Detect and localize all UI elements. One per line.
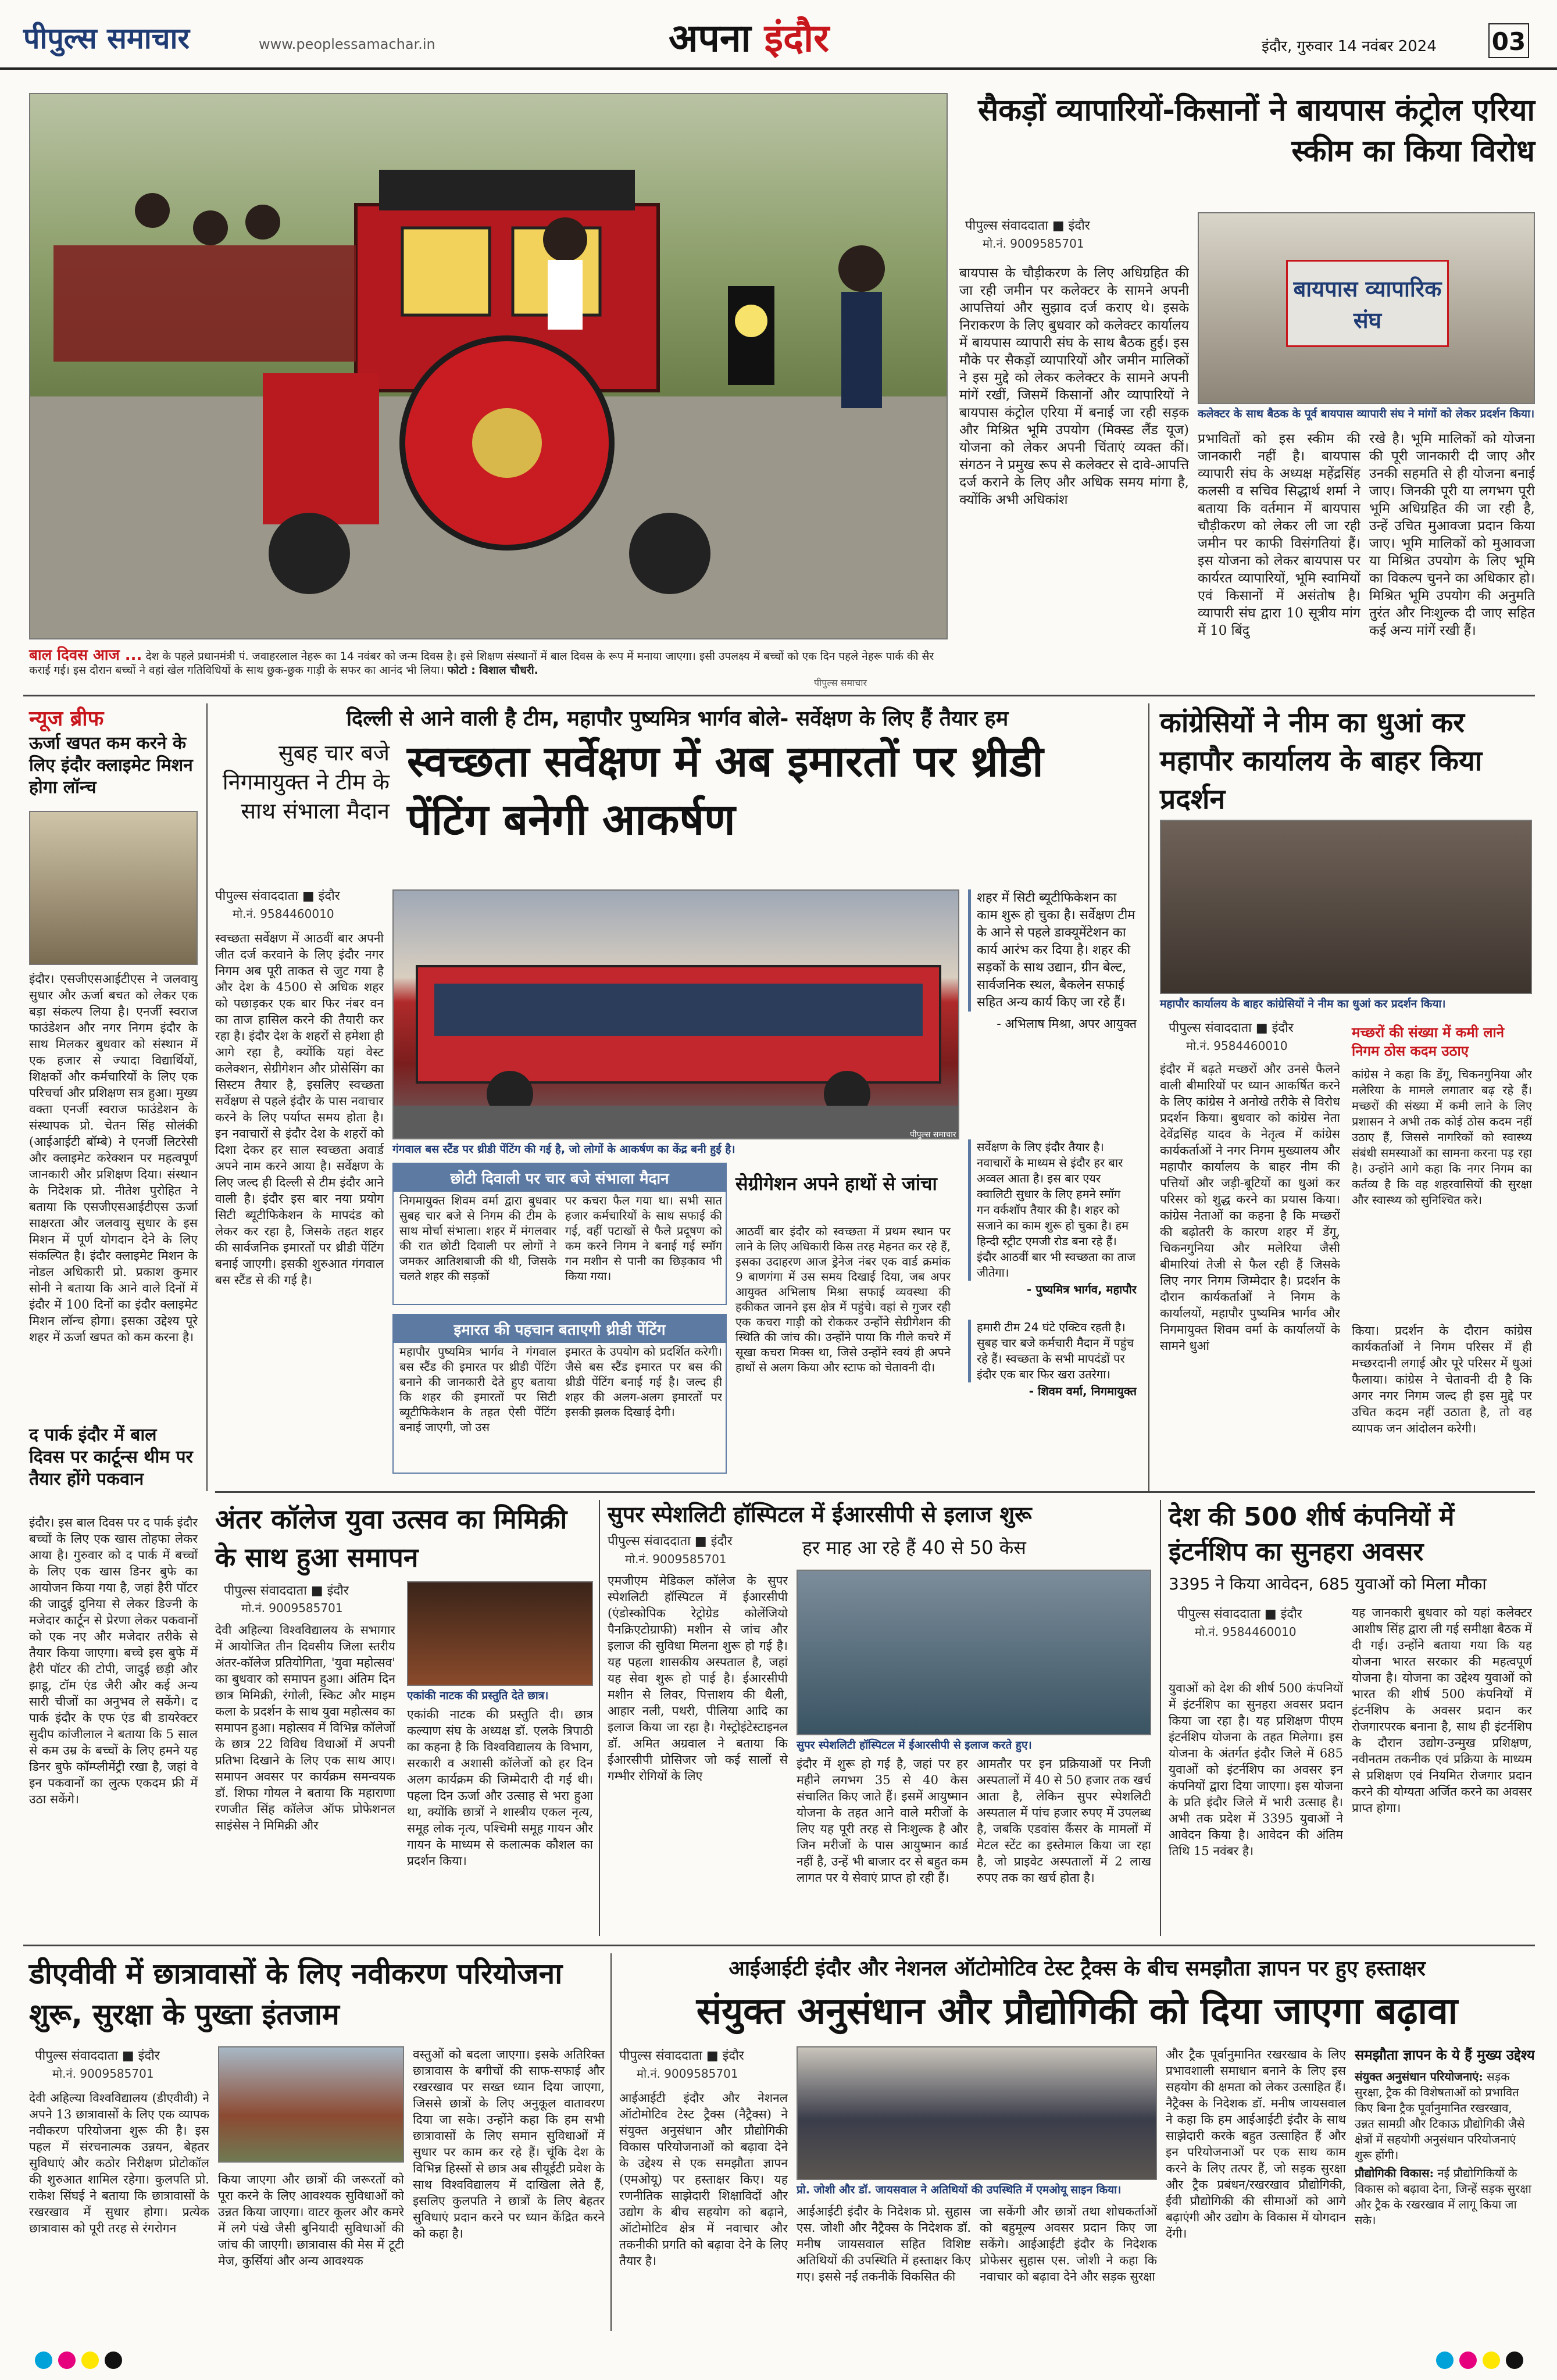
ercp-col3: आमतौर पर इन प्रक्रियाओं पर निजी अस्पतालों में 40 से 50 हजार तक खर्च आता है, लेकिन सुपर स्पेशलिटी अस्पताल में पांच हजार रुपए में उपलब्ध है, जबकि एडवांस कैंसर के मामलों में मेटल स्टेंट का इस्तेमाल किया जा रहा है, जो प्राइवेट अस्पतालों में 2 लाख रुपए तक का खर्च होता है। — [977, 1757, 1151, 1885]
bypass-banner: बायपास व्यापारिक संघ — [1286, 260, 1449, 347]
internship-col1: युवाओं को देश की शीर्ष 500 कंपनियों में इंटर्नशिप का सुनहरा अवसर प्रदान किया जा रहा है। यह प्रशिक्षण पीएम इंटर्नशिप योजना के तहत मिलेगा। इस योजना के अंतर्गत इंदौर जिले में 685 युवाओं को इंटर्नशिप का अवसर इन कंपनियों द्वारा दिया जाएगा। इस योजना के प्रति इंदौर जिले में भारी उत्साह है। अभी तक प्रदेश में 3395 युवाओं ने आवेदन किया है। आवेदन की अंतिम तिथि 15 नवंबर है। — [1169, 1681, 1343, 1858]
iit-sidebar-head: समझौता ज्ञापन के ये हैं मुख्य उद्देश्य — [1355, 2047, 1535, 2063]
quote3 — [968, 1320, 1137, 1471]
iit-sidebar-point1-label: संयुक्त अनुसंधान परियोजनाएं: — [1355, 2070, 1483, 2084]
divider — [610, 1953, 612, 2331]
ercp-col2: इंदौर में शुरू हो गई है, जहां पर हर महीने लगभग 35 से 40 केस संचालित किए जाते हैं। इसमें आयुष्मान योजना के तहत आने वाले मरीजों के लिए यह पूरी तरह से निःशुल्क है और जिन मरीजों के पास आयुष्मान कार्ड नहीं है, उन्हें भी बाजार दर से बहुत कम लागत पर ये सेवाएं प्राप्त हो रही हैं। — [797, 1757, 968, 1885]
davv-photo — [218, 2046, 404, 2163]
quote2-text: सर्वेक्षण के लिए इंदौर तैयार है। नवाचारों के माध्यम से इंदौर हर बार अव्वल आता है। इस बार एयर क्वालिटी सुधार के लिए हमने स्मॉग गन वर्कशॉप तैयार की है। शहर को सजाने का काम शुरू हो चुका है। हम हिन्दी स्ट्रीट एमजी रोड बना रहे हैं। इंदौर आठवीं बार भी स्वच्छता का ताज जीतेगा। — [968, 1139, 1137, 1281]
college-photo-caption: एकांकी नाटक की प्रस्तुति देते छात्र। — [407, 1689, 549, 1702]
college-headline: अंतर कॉलेज युवा उत्सव का मिमिक्री के साथ हुआ समापन — [215, 1503, 567, 1573]
college-mobile: मो.नं. 9009585701 — [241, 1601, 343, 1615]
internship-byline: पीपुल्स संवाददाता ■ इंदौर — [1177, 1607, 1302, 1621]
davv-col2: किया जाएगा और छात्रों की जरूरतों को पूरा करने के लिए आवश्यक सुविधाओं को उन्नत किया जाएगा। वाटर कूलर और कमरे में लगे पंखे जैसी बुनियादी सुविधाओं की जांच की जाएगी। छात्रावास की मेस में टूटी मेज, कुर्सियां और अन्य आवश्यक — [218, 2172, 404, 2268]
bypass-mobile: मो.नं. 9009585701 — [983, 237, 1084, 251]
iit-sidebar-point1-text: सड़क सुरक्षा, ट्रैक की विशेषताओं को प्रभावित किए बिना ट्रैक पूर्वानुमानित रखरखाव, उन्नत सामग्री और टिकाऊ प्रौद्योगिकी जैसे क्षेत्रों में सहयोगी अनुसंधान परियोजनाएं शुरू होंगी। — [1355, 2070, 1525, 2162]
college-byline: पीपुल्स संवाददाता ■ इंदौर — [224, 1584, 349, 1598]
bypass-headline: सैकड़ों व्यापारियों-किसानों ने बायपास कंट्रोल एरिया स्कीम का किया विरोध — [978, 93, 1535, 169]
davv-col3: वस्तुओं को बदला जाएगा। इसके अतिरिक्त छात्रावास के बगीचों की साफ-सफाई और रखरखाव पर सख्त ध्यान दिया जाएगा, जिससे छात्रों के लिए अनुकूल वातावरण दिया जा सके। उन्होंने कहा कि हम सभी छात्रावासों के लिए समान सुविधाओं में सुधार पर काम कर रहे हैं। चूंकि देश के विभिन्न हिस्सों से छात्र अब सीयूईटी प्रवेश के साथ विश्वविद्यालय में दाखिला लेते हैं, इसलिए कुलपति ने छात्रों के लिए बेहतर सुविधाएं प्रदान करने पर ध्यान केंद्रित करने को कहा है। — [413, 2047, 605, 2240]
brief1-headline: ऊर्जा खपत कम करने के लिए इंदौर क्लाइमेट मिशन होगा लॉन्च — [29, 733, 193, 798]
congress-side-body: कांग्रेस ने कहा कि डेंगू, चिकनगुनिया और मलेरिया के मामले लगातार बढ़ रहे हैं। मच्छरों की संख्या में कमी लाने के लिए प्रशासन ने अभी तक कोई ठोस कदम नहीं उठाए हैं, जिससे नागरिकों को स्वास्थ्य संबंधी समस्याओं का सामना करना पड़ रहा है। उन्होंने आगे कहा कि नगर निगम का कर्तव्य है कि वह शहरवासियों की सुरक्षा और स्वास्थ्य को सुनिश्चित करे। — [1352, 1067, 1532, 1207]
seg-head: सेग्रीगेशन अपने हाथों से जांचा — [735, 1173, 937, 1195]
iit-col4: और ट्रैक पूर्वानुमानित रखरखाव के लिए प्रभावशाली समाधान बनाने के लिए इस सहयोग की क्षमता को लेकर उत्साहित हैं। नैट्रैक्स के निदेशक डॉ. मनीष जायसवाल ने कहा कि हम आईआईटी इंदौर के साथ साझेदारी करके बहुत उत्साहित हैं और इन परियोजनाओं पर एक साथ काम करने के लिए तत्पर हैं, जो सड़क सुरक्षा और ट्रैक प्रबंधन/रखरखाव प्रौद्योगिकी, ईवी प्रौद्योगिकी की सीमाओं को आगे बढ़ाएंगी और उद्योग के विकास में योगदान देंगी। — [1166, 2047, 1346, 2240]
iit-kicker: आईआईटी इंदौर और नेशनल ऑटोमोटिव टेस्ट ट्रैक्स के बीच समझौता ज्ञापन पर हुए हस्ताक्षर — [728, 1957, 1426, 1981]
registration-mark — [1506, 2352, 1523, 2369]
davv-col1: देवी अहिल्या विश्वविद्यालय (डीएवीवी) ने अपने 13 छात्रावासों के लिए एक व्यापक नवीकरण परियोजना शुरू की है। इस पहल में संरचनात्मक उन्नयन, बेहतर सुविधाएं और कठोर निरीक्षण प्रोटोकॉल की शुरुआत शामिल रहेगा। कुलपति प्रो. राकेश सिंघई ने बताया कि छात्रावासों के रखरखाव में सुधार होगा। प्रत्येक छात्रावास को पूरी तरह से रंगरोगन — [29, 2091, 209, 2235]
section-title: अपना इंदौर — [669, 16, 830, 60]
divider — [215, 1491, 1535, 1493]
divider — [23, 695, 1535, 696]
registration-mark — [105, 2352, 122, 2369]
box2-col2: इमारत के उपयोग को प्रदर्शित करेगी। जैसे बस स्टैंड इमारत पर बस की थ्रीडी पेंटिंग बनाई गई है। जल्द ही शहर की अलग-अलग इमारतों पर इसकी झलक दिखाई देगी। — [565, 1345, 722, 1419]
bus-photo-credit: पीपुल्स समाचार — [910, 1130, 956, 1139]
box1-col1: निगमायुक्त शिवम वर्मा द्वारा बुधवार सुबह चार बजे से निगम की टीम के साथ मोर्चा संभाला। शहर में मंगलवार की रात छोटी दिवाली पर लोगों ने जमकर आतिशबाजी की थी, जिसके चलते शहर की सड़कों — [399, 1193, 556, 1283]
box2-col1: महापौर पुष्यमित्र भार्गव ने गंगवाल बस स्टैंड की इमारत पर थ्रीडी पेंटिंग बनाने की जानकारी देते हुए बताया कि शहर की इमारतों पर सिटी ब्यूटीफिकेशन के तहत ऐसी पेंटिंग बनाई जाएगी, जो उस — [399, 1345, 556, 1434]
divider — [23, 1945, 1535, 1946]
quote2-by: - पुष्यमित्र भार्गव, महापौर — [1026, 1282, 1137, 1296]
top-photo-caption: बाल दिवस आज ... देश के पहले प्रधानमंत्री पं. जवाहरलाल नेहरू का 14 नवंबर को जन्म दिवस है। इसे शिक्षण संस्थानों में बाल दिवस के रूप में मनाया जाएगा। इसी उपलक्ष्य में बच्चों को एक दिन पहले नेहरू पार्क की सैर कराई गई। इस दौरान बच्चों ने वहां खेल गतिविधियों के साथ छुक-छुक गाड़ी के सफर का आनंद भी लिया। फोटो : विशाल चौधरी. — [29, 646, 934, 677]
iit-headline: संयुक्त अनुसंधान और प्रौद्योगिकी को दिया जाएगा बढ़ावा — [696, 1990, 1458, 2033]
box2 — [392, 1314, 727, 1474]
iit-sidebar-point1 — [1355, 2069, 1535, 2163]
registration-mark — [1459, 2352, 1477, 2369]
news-brief-label: न्यूज ब्रीफ — [29, 707, 104, 731]
iit-photo — [797, 2046, 1157, 2180]
internship-subhead: 3395 ने किया आवेदन, 685 युवाओं को मिला मौका — [1169, 1574, 1487, 1593]
bus-stand-photo — [392, 889, 959, 1139]
divider — [599, 1500, 600, 1936]
swachhata-mobile: मो.नं. 9584460010 — [233, 907, 334, 921]
bypass-photo-caption: कलेक्टर के साथ बैठक के पूर्व बायपास व्यापारी संघ ने मांगों को लेकर प्रदर्शन किया। — [1198, 408, 1535, 420]
divider — [1160, 1500, 1161, 1936]
brief2-body: इंदौर। इस बाल दिवस पर द पार्क इंदौर बच्चों के लिए एक खास तोहफा लेकर आया है। गुरुवार को द पार्क में बच्चों के लिए एक खास डिनर बुफे का आयोजन किया गया है, जहां हैरी पॉटर की जादुई दुनिया से लेकर डिज्नी के मजेदार कार्टून से प्रेरणा लेकर पकवानों को एक नए और मजेदार तरीके से तैयार किया जाएगा। बच्चे इस बुफे में हैरी पॉटर की टोपी, जादुई छड़ी और झाडू, टॉम एंड जैरी और कई अन्य सारी चीजों का अनुभव ले सकेंगे। द पार्क इंदौर के एफ एंड बी डायरेक्टर सुदीप कांजीलाल ने बताया कि 5 साल से कम उम्र के बच्चों के लिए हमने यह डिनर बुफे कॉम्प्लीमेंट्री रखा है, जहां वे इन पकवानों का लुत्फ एकदम फ्री में उठा सकेंगे। — [29, 1516, 198, 1806]
registration-mark — [81, 2352, 99, 2369]
photo-watermark: पीपुल्स समाचार — [814, 677, 867, 688]
box1 — [392, 1163, 727, 1305]
box1-col2: पर कचरा फैल गया था। सभी सात हजार कर्मचारियों के साथ सफाई की गई, वहीं पटाखों से फैले प्रदूषण को कम करने निगम ने बनाई गई स्मॉग गन मशीन से पानी का छिड़काव भी किया गया। — [565, 1193, 722, 1283]
swachhata-col1: स्वच्छता सर्वेक्षण में आठवीं बार अपनी जीत दर्ज करवाने के लिए इंदौर नगर निगम अब पूरी ताकत से जुट गया है और देश के 4500 से अधिक शहर को पछाड़कर एक बार फिर नंबर वन का ताज हासिल करने की तैयारी कर रहा है। इंदौर देश के शहरों से हमेशा ही आगे रहा है, क्योंकि यहां वेस्ट कलेक्शन, सेग्रीगेशन और प्रोसेसिंग का सिस्टम तैयार है, इसलिए स्वच्छता सर्वेक्षण से पहले इंदौर के पास नवाचार करने के लिए पर्याप्त समय होता है। इन नवाचारों से इंदौर देश के शहरों को दिशा देकर हर साल स्वच्छता अवार्ड अपने नाम करने आया है। सर्वेक्षण के लिए जल्द ही दिल्ली से टीम इंदौर आने वाली है। इंदौर इस बार नया प्रयोग सिटी ब्यूटीफिकेशन के मापदंड को लेकर कर रहा है, जिसके तहत शहर की सार्वजनिक इमारतों पर थ्रीडी पेंटिंग बनाई जाएगी। इसकी शुरुआत गंगवाल बस स्टैंड से की गई है। — [215, 931, 384, 1287]
internship-headline: देश की 500 शीर्ष कंपनियों में इंटर्नशिप का सुनहरा अवसर — [1169, 1502, 1455, 1567]
box2-head: इमारत की पहचान बताएगी थ्रीडी पेंटिंग — [394, 1315, 726, 1343]
quote1 — [968, 889, 1137, 1122]
train-illustration — [30, 94, 948, 639]
registration-mark — [1436, 2352, 1454, 2369]
quote1-by: - अभिलाष मिश्रा, अपर आयुक्त — [997, 1017, 1137, 1031]
college-col2: एकांकी नाटक की प्रस्तुति दी। छात्र कल्याण संघ के अध्यक्ष डॉ. एलके त्रिपाठी का कहना है कि विश्वविद्यालय के विभाग, सरकारी व अशासी कॉलेजों को हर दिन अलग कार्यक्रम की जिम्मेदारी दी गई थी। पहला दिन ऊर्जा और उत्साह से भरा हुआ था, क्योंकि छात्रों ने शास्त्रीय एकल नृत्य, समूह लोक नृत्य, पश्चिमी समूह गायन और गायन के माध्यम से कलात्मक कौशल का प्रदर्शन किया। — [407, 1707, 593, 1868]
registration-mark — [1483, 2352, 1500, 2369]
iit-col2: आईआईटी इंदौर के निदेशक प्रो. सुहास एस. जोशी और नैट्रैक्स के निदेशक डॉ. मनीष जायसवाल सहित विशिष्ट अतिथियों की उपस्थिति में हस्ताक्षर किए गए। इससे नई तकनीकें विकसित की — [797, 2204, 971, 2283]
swachhata-byline: पीपुल्स संवाददाता ■ इंदौर — [215, 889, 340, 903]
davv-byline: पीपुल्स संवाददाता ■ इंदौर — [35, 2049, 160, 2063]
registration-mark — [58, 2352, 76, 2369]
iit-byline: पीपुल्स संवाददाता ■ इंदौर — [619, 2049, 744, 2063]
brief1-photo — [29, 811, 198, 965]
bus-illustration — [394, 891, 959, 1139]
ercp-photo — [797, 1570, 1151, 1735]
bypass-photo — [1198, 212, 1535, 404]
congress-mobile: मो.नं. 9584460010 — [1186, 1039, 1288, 1053]
divider — [1148, 703, 1149, 1491]
ercp-photo-caption: सुपर स्पेशलिटी हॉस्पिटल में ईआरसीपी से इलाज करते हुए। — [797, 1739, 1032, 1752]
ercp-headline: सुपर स्पेशलिटी हॉस्पिटल में ईआरसीपी से इलाज शुरू — [608, 1502, 1032, 1527]
iit-photo-caption: प्रो. जोशी और डॉ. जायसवाल ने अतिथियों की उपस्थिति में एमओयू साइन किया। — [797, 2184, 1122, 2196]
ercp-mobile: मो.नं. 9009585701 — [625, 1552, 727, 1566]
congress-photo — [1160, 820, 1532, 994]
logo: पीपुल्स समाचार — [23, 22, 190, 55]
ercp-byline: पीपुल्स संवाददाता ■ इंदौर — [608, 1534, 733, 1549]
iit-col3: जा सकेंगी और छात्रों तथा शोधकर्ताओं को बहुमूल्य अवसर प्रदान किए जा सकेंगे। आईआईटी इंदौर के निदेशक प्रोफेसर सुहास एस. जोशी ने कहा कि नवाचार को बढ़ावा देने और सड़क सुरक्षा — [980, 2204, 1157, 2283]
swachhata-side-headline: सुबह चार बजे निगमायुक्त ने टीम के साथ संभाला मैदान — [222, 740, 390, 824]
congress-col2: किया। प्रदर्शन के दौरान कांग्रेस कार्यकर्ताओं ने निगम परिसर में ही मच्छरदानी लगाई और पूरे परिसर में धुआं फैलाया। कांग्रेस ने चेतावनी दी है कि अगर नगर निगम जल्द ही इस मुद्दे पर उचित कदम नहीं उठाता है, तो वह व्यापक जन आंदोलन करेगी। — [1352, 1324, 1532, 1435]
iit-mobile: मो.नं. 9009585701 — [637, 2067, 738, 2081]
quote3-text: हमारी टीम 24 घंटे एक्टिव रहती है। सुबह चार बजे कर्मचारी मैदान में पहुंच रहे हैं। स्वच्छता के सभी मापदंडों पर इंदौर एक बार फिर खरा उतरेगा। — [968, 1320, 1137, 1382]
congress-byline: पीपुल्स संवाददाता ■ इंदौर — [1169, 1021, 1294, 1035]
bypass-col2: प्रभावितों को इस स्कीम की जानकारी नहीं है। बायपास व्यापारी संघ के अध्यक्ष महेंद्रसिंह कलसी व सचिव सिद्धार्थ शर्मा ने बताया कि वर्तमान में बायपास चौड़ीकरण को लेकर ली जा रही जमीन पर काफी विसंगतियां हैं। इस योजना को लेकर बायपास पर कार्यरत व्यापारियों, भूमि स्वामियों एवं किसानों में असंतोष है। व्यापारी संघ द्वारा 10 सूत्रीय मांग में 10 बिंदु — [1198, 431, 1360, 638]
congress-side-head: मच्छरों की संख्या में कमी लाने निगम ठोस कदम उठाए — [1352, 1024, 1505, 1059]
page-number: 03 — [1488, 23, 1529, 58]
iit-sidebar-point2 — [1355, 2165, 1535, 2228]
quote1-text: शहर में सिटी ब्यूटीफिकेशन का काम शुरू हो चुका है। सर्वेक्षण टीम के आने से पहले डाक्यूमेंटेशन का कार्य आरंभ कर दिया है। शहर की सड़कों के साथ उद्यान, ग्रीन बेल्ट, सार्वजनिक स्थल, बैकलेन सफाई सहित अन्य कार्य किए जा रहे हैं। — [968, 889, 1137, 1012]
iit-sidebar — [1355, 2046, 1535, 2328]
internship-col2: यह जानकारी बुधवार को यहां कलेक्टर आशीष सिंह द्वारा ली गई समीक्षा बैठक में दी गई। उन्होंने बताया गया कि यह योजना भारत सरकार की महत्वपूर्ण योजना है। योजना का उद्देश्य युवाओं को भारत की शीर्ष 500 कंपनियों में इंटर्नशिप के अवसर प्रदान कर रोजगारपरक बनाना है, साथ ही इंटर्नशिप के दौरान उद्योग-उन्मुख प्रशिक्षण, नवीनतम तकनीक एवं प्रक्रिया के माध्यम से प्रशिक्षण एवं नियमित रोजगार प्रदान करने की योग्यता अर्जित करने का अवसर प्राप्त होगा। — [1352, 1606, 1532, 1815]
college-col1: देवी अहिल्या विश्वविद्यालय के सभागार में आयोजित तीन दिवसीय जिला स्तरीय अंतर-कॉलेज प्रतियोगिता, 'युवा महोत्सव' का बुधवार को समापन हुआ। अंतिम दिन छात्र मिमिक्री, रंगोली, स्किट और माइम कला के प्रदर्शन के साथ युवा महोत्सव का समापन हुआ। महोत्सव में विभिन्न कॉलेजों के छात्र 22 विविध विधाओं में अपनी प्रतिभा दिखाने के लिए एक साथ आए। समापन अवसर पर कार्यक्रम समन्वयक डॉ. शिफा गोयल ने बताया कि महाराणा रणजीत सिंह कॉलेज ऑफ प्रोफेशनल साइंसेस ने मिमिक्री और — [215, 1623, 395, 1832]
iit-sidebar-point2-text: नई प्रौद्योगिकियों के विकास को बढ़ावा देना, जिन्हें सड़क सुरक्षा और ट्रैक के रखरखाव में लागू किया जा सके। — [1355, 2166, 1531, 2227]
divider — [206, 703, 208, 1491]
davv-mobile: मो.नं. 9009585701 — [52, 2067, 154, 2081]
brief2-headline: द पार्क इंदौर में बाल दिवस पर कार्टून्स थीम पर तैयार होंगे पकवान — [29, 1425, 193, 1489]
congress-headline: कांग्रेसियों ने नीम का धुआं कर महापौर कार्यालय के बाहर किया प्रदर्शन — [1160, 706, 1483, 816]
davv-headline: डीएवीवी में छात्रावासों के लिए नवीकरण परियोजना शुरू, सुरक्षा के पुख्ता इंतजाम — [29, 1957, 563, 2031]
brief1-body: इंदौर। एसजीएसआईटीएस ने जलवायु सुधार और ऊर्जा बचत को लेकर एक बड़ा संकल्प लिया है। एनर्जी स्वराज फाउंडेशन और नगर निगम इंदौर के साथ मिलकर बुधवार को संस्थान में एक हजार से ज्यादा विद्यार्थियों, शिक्षकों और कर्मचारियों के लिए एक परिचर्चा और प्रशिक्षण सत्र हुआ। मुख्य वक्ता एनर्जी स्वराज फाउंडेशन के संस्थापक प्रो. चेतन सिंह सोलंकी (आईआईटी बॉम्बे) ने एनर्जी लिटरेसी और क्लाइमेट करेक्शन पर महत्वपूर्ण जानकारी और प्रशिक्षण दिया। संस्थान के निदेशक प्रो. नीतेश पुरोहित ने बताया कि एसजीएसआईटीएस ऊर्जा साक्षरता और जलवायु सुधार के इस मिशन में पूर्ण योगदान देने के लिए संकल्पित है। इंदौर क्लाइमेट मिशन के नोडल अधिकारी प्रो. प्रकाश कुमार सोनी ने बताया कि आने वाले दिनों में इंदौर में 100 दिनों का इंदौर क्लाइमेट मिशन लॉन्च होगा। इसका उद्देश्य पूरे शहर में ऊर्जा खपत को कम करना है। — [29, 972, 198, 1344]
bypass-col3: रखे है। भूमि मालिकों को योजना की पूरी जानकारी दी जाए और उनकी सहमति से ही योजना बनाई जाए। जिनकी पूरी या लगभग पूरी भूमि अधिग्रहित की जा रही है, उन्हें उचित मुआवजा प्रदान किया जाए। भूमि मालिकों को मुआवजा या मिश्रित उपयोग के लिए भूमि का विकल्प चुनने का अधिकार हो। मिश्रित भूमि उपयोग की अनुमति तुरंत और निःशुल्क दी जाए सहित कई अन्य मांगें रखी हैं। — [1369, 431, 1535, 638]
congress-photo-caption: महापौर कार्यालय के बाहर कांग्रेसियों ने नीम का धुआं कर प्रदर्शन किया। — [1160, 998, 1446, 1010]
iit-sidebar-point2-label: प्रौद्योगिकी विकास: — [1355, 2166, 1434, 2180]
internship-mobile: मो.नं. 9584460010 — [1195, 1625, 1297, 1639]
congress-col1: इंदौर में बढ़ते मच्छरों और उनसे फैलने वाली बीमारियों पर ध्यान आकर्षित करने के लिए कांग्रेस ने अनोखे तरीके से विरोध प्रदर्शन किया। बुधवार को कांग्रेस नेता देवेंद्रसिंह यादव के नेतृत्व में कांग्रेस कार्यकर्ताओं ने नगर निगम मुख्यालय और महापौर कार्यालय के बाहर नीम की पत्तियों और जड़ी-बूटियों का धुआं कर परिसर को शुद्ध करने का प्रयास किया। कांग्रेस नेताओं का कहना है कि मच्छरों की बढ़ोतरी के कारण शहर में डेंगू, चिकनगुनिया और मलेरिया जैसी बीमारियां तेजी से फैल रही हैं जिसके लिए नगर निगम जिम्मेदार है। प्रदर्शन के दौरान कार्यकर्ताओं ने निगम के कार्यालयों, महापौर पुष्यमित्र भार्गव और निगमायुक्त शिवम वर्मा के कार्यालयों के सामने धुआं — [1160, 1062, 1340, 1353]
swachhata-kicker: दिल्ली से आने वाली है टीम, महापौर पुष्यमित्र भार्गव बोले- सर्वेक्षण के लिए हैं तैयार हम — [346, 707, 1009, 731]
college-photo — [407, 1581, 593, 1686]
bypass-col1: बायपास के चौड़ीकरण के लिए अधिग्रहित की जा रही जमीन पर कलेक्टर के सामने अपनी आपत्तियां और सुझाव दर्ज कराए थे। इसके निराकरण के लिए बुधवार को कलेक्टर कार्यालय में बायपास व्यापारी संघ के साथ बैठक हुई। इस मौके पर सैकड़ों व्यापारियों और जमीन मालिकों ने इस मुद्दे को लेकर कलेक्टर के सामने अपनी मांगें रखीं, जिसमें किसानों और व्यापारियों ने बायपास कंट्रोल एरिया में बनाई जा रही सड़क और मिश्रित भूमि उपयोग (मिक्स्ड लैंड यूज) योजना को लेकर अपनी चिंताएं व्यक्त कीं। संगठन ने प्रमुख रूप से कलेक्टर से दावे-आपत्ति दर्ज कराने के लिए और अधिक समय मांगा है, क्योंकि अभी अधिकांश — [959, 266, 1189, 508]
quote2 — [968, 1139, 1137, 1314]
registration-mark — [35, 2352, 52, 2369]
bypass-byline: पीपुल्स संवाददाता ■ इंदौर — [965, 219, 1090, 233]
train-photo — [29, 93, 948, 639]
box1-head: छोटी दिवाली पर चार बजे संभाला मैदान — [394, 1164, 726, 1192]
ercp-col1: एमजीएम मेडिकल कॉलेज के सुपर स्पेशलिटी हॉस्पिटल में ईआरसीपी (एंडोस्कोपिक रेट्रोग्रेड कोलेंजियो पैनक्रिएटोग्राफी) मशीन से जांच और इलाज की सुविधा मिलना शुरू हो गई है। यह पहला शासकीय अस्पताल है, जहां यह सेवा शुरू हो पाई है। ईआरसीपी मशीन से लिवर, पित्ताशय की थैली, आहार नली, पथरी, पीलिया आदि का इलाज किया जा रहा है। गेस्ट्रोइंटेस्टाइनल डॉ. अमित अग्रवाल ने बताया कि ईआरसीपी प्रोसिजर जो कई सालों से गम्भीर रोगियों के लिए — [608, 1574, 788, 1783]
swachhata-headline: स्वच्छता सर्वेक्षण में अब इमारतों पर थ्रीडी पेंटिंग बनेगी आकर्षण — [407, 737, 1044, 845]
website-url: www.peoplessamachar.in — [259, 36, 435, 52]
seg-body: आठवीं बार इंदौर को स्वच्छता में प्रथम स्थान पर लाने के लिए अधिकारी किस तरह मेहनत कर रहे हैं, इसका उदाहरण आज ड्रेनेज नंबर एक वार्ड क्रमांक 9 बाणगंगा में उस समय दिखाई दिया, जब अपर आयुक्त अभिलाष मिश्रा सफाई व्यवस्था की हकीकत जानने इस क्षेत्र में पहुंचे। वहां से गुजर रही एक कचरा गाड़ी को रोककर उन्होंने सेग्रीगेशन की स्थिति की जांच की। उन्होंने पाया कि गीले कचरे में सूखा कचरा मिक्स था, जिसे उन्होंने स्वयं ही अपने हाथों से अलग किया और स्टाफ को चेतावनी दी। — [735, 1224, 951, 1374]
masthead — [0, 0, 1557, 70]
iit-col1: आईआईटी इंदौर और नेशनल ऑटोमोटिव टेस्ट ट्रैक्स (नैट्रैक्स) ने संयुक्त अनुसंधान और प्रौद्योगिकी विकास परियोजनाओं को बढ़ावा देने के उद्देश्य से एक समझौता ज्ञापन (एमओयू) पर हस्ताक्षर किए। यह रणनीतिक साझेदारी शिक्षाविदों और उद्योग के बीच सहयोग को बढ़ाने, ऑटोमोटिव क्षेत्र में नवाचार और तकनीकी प्रगति को बढ़ावा देने के लिए तैयार है। — [619, 2091, 788, 2268]
dateline: इंदौर, गुरुवार 14 नवंबर 2024 — [1262, 38, 1437, 55]
ercp-subhead: हर माह आ रहे हैं 40 से 50 केस — [802, 1536, 1026, 1559]
bus-photo-caption: गंगवाल बस स्टैंड पर थ्रीडी पेंटिंग की गई है, जो लोगों के आकर्षण का केंद्र बनी हुई है। — [392, 1143, 735, 1156]
quote3-by: - शिवम वर्मा, निगमायुक्त — [1029, 1384, 1137, 1398]
